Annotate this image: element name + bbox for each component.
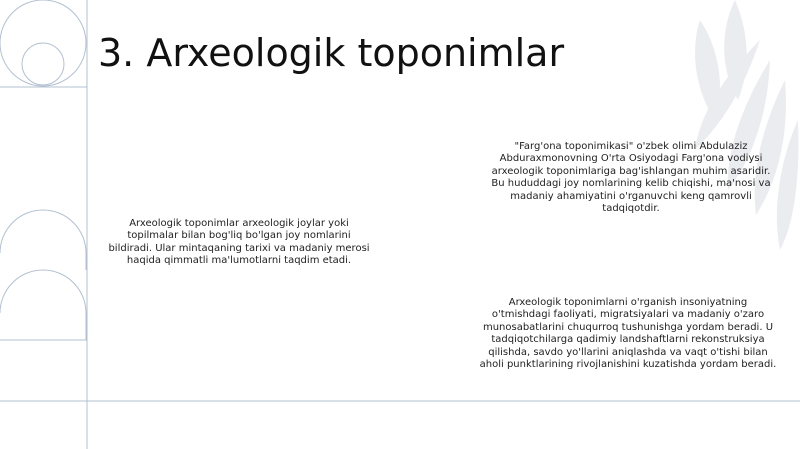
- arch-upper: [0, 210, 86, 270]
- paragraph-fergana-toponymy: "Farg'ona toponimikasi" o'zbek olimi Abdulaziz Abduraxmonovning O'rta Osiyodagi Farg'ona vodiysi arxeologik toponimlariga bag'ishlangan muhim asaridir. Bu hududdagi joy nomlarining kelib chiqishi, ma'nosi va madaniy ahamiyatini o'rganuvchi keng qamrovli tadqiqotdir.: [491, 141, 771, 215]
- slide-title: 3. Arxeologik toponimlar: [98, 31, 565, 76]
- geometric-ornaments: [0, 0, 86, 340]
- arch-middle: [0, 270, 86, 340]
- small-circle: [22, 43, 64, 85]
- paragraph-definition: Arxeologik toponimlar arxeologik joylar yoki topilmalar bilan bog'liq bo'lgan joy nomlarini bildiradi. Ular mintaqaning tarixi va madaniy merosi haqida qimmatli ma'lumotlarni taqdim etadi.: [108, 218, 370, 267]
- paragraph-study-benefits: Arxeologik toponimlarni o'rganish insoniyatning o'tmishdagi faoliyati, migratsiyalari va madaniy o'zaro munosabatlarini chuqurroq tushunishga yordam beradi. U tadqiqotchilarga qadimiy landshaftlarni rekonstruksiya qilishda, savdo yo'llarini aniqlashda va vaqt o'tishi bilan aholi punktlarining rivojlanishini kuzatishda yordam beradi.: [479, 297, 777, 371]
